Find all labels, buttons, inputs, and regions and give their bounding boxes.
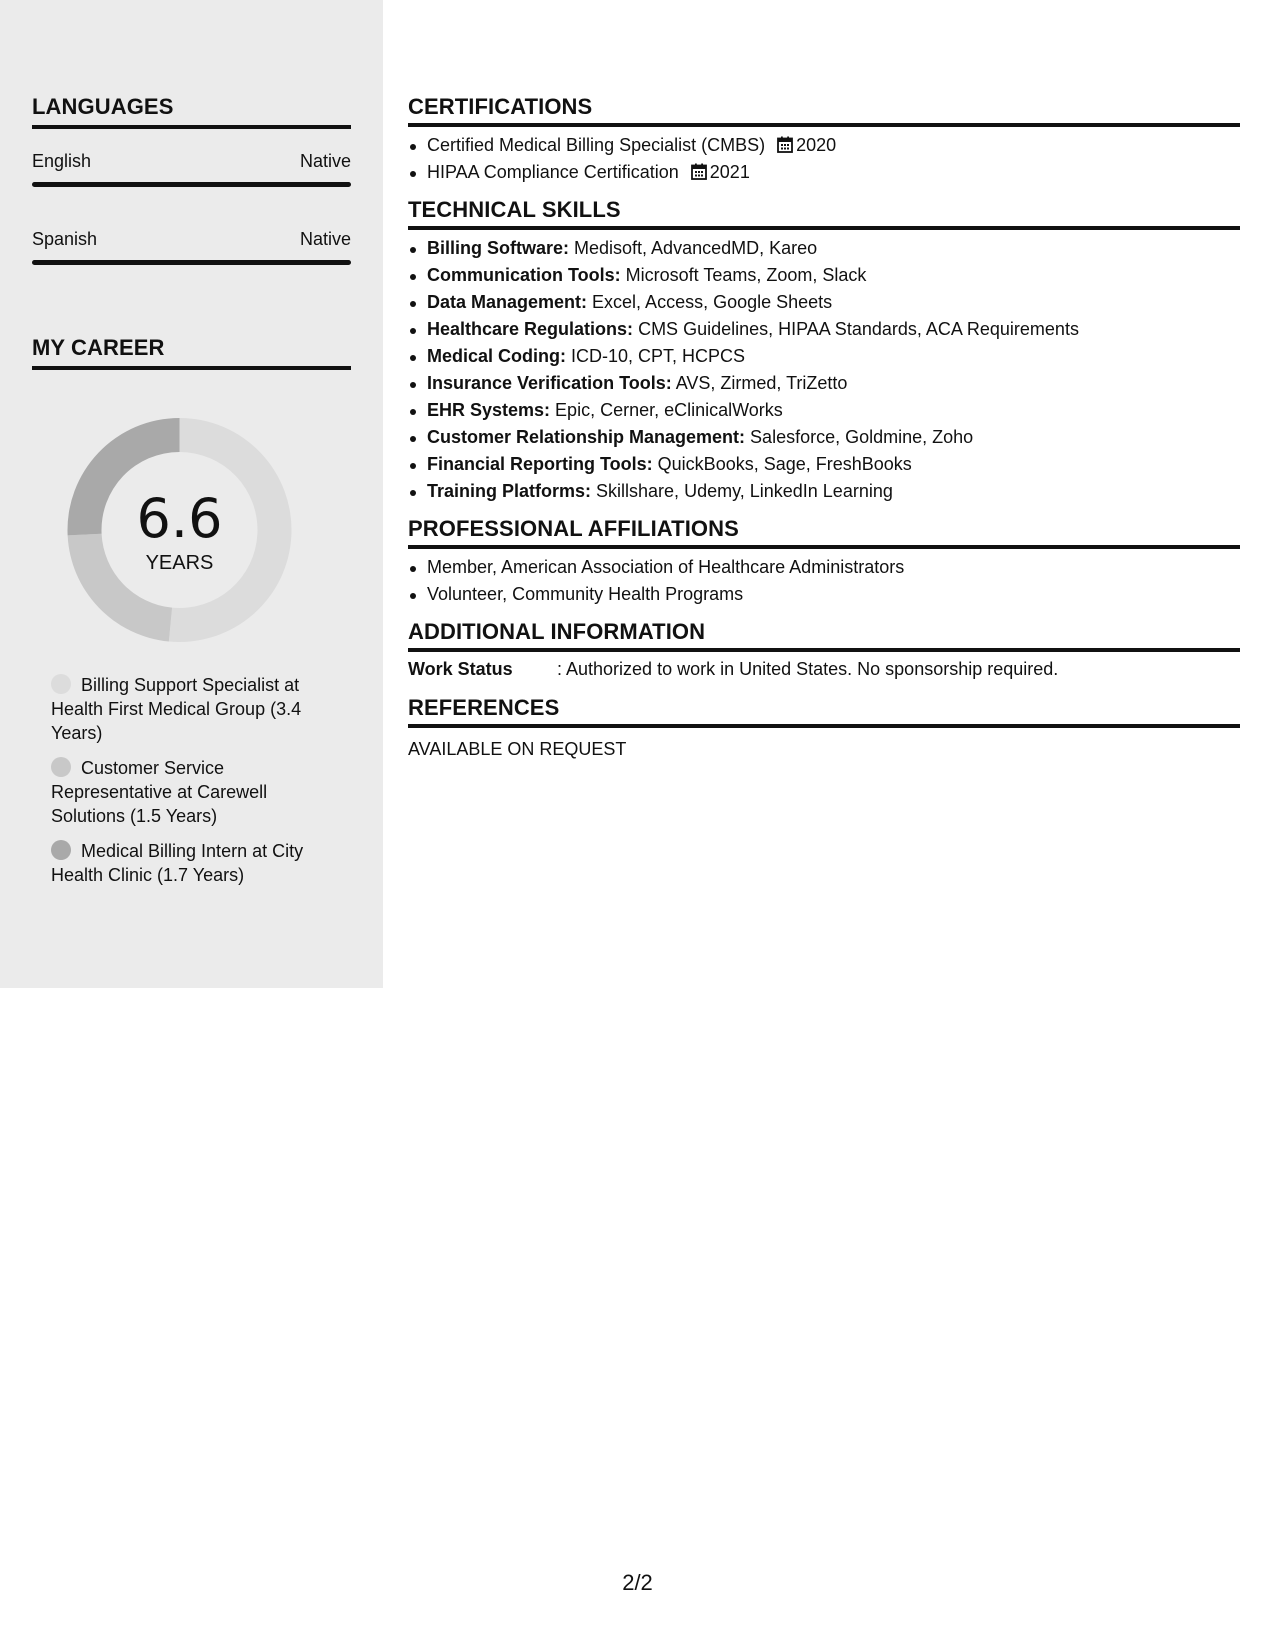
skill-item bbox=[408, 316, 1240, 343]
language-row bbox=[32, 148, 351, 174]
skill-category: Customer Relationship Management: bbox=[427, 427, 746, 447]
career-heading: MY CAREER bbox=[32, 335, 351, 370]
skill-item bbox=[408, 262, 1240, 289]
references-heading: REFERENCES bbox=[408, 695, 1240, 728]
technical-skills-heading: TECHNICAL SKILLS bbox=[408, 197, 1240, 230]
language-item bbox=[32, 148, 351, 187]
skill-values: ICD-10, CPT, HCPCS bbox=[566, 346, 746, 366]
certification-name: HIPAA Compliance Certification bbox=[427, 162, 679, 182]
affiliations-heading: PROFESSIONAL AFFILIATIONS bbox=[408, 516, 1240, 549]
language-proficiency-bar bbox=[32, 260, 351, 265]
skill-item bbox=[408, 397, 1240, 424]
skill-item bbox=[408, 424, 1240, 451]
skill-values: QuickBooks, Sage, FreshBooks bbox=[652, 454, 912, 474]
calendar-icon bbox=[777, 136, 793, 153]
career-job-label: Billing Support Specialist at Health First Medical Group (3.4 Years) bbox=[51, 675, 302, 743]
certification-name: Certified Medical Billing Specialist (CMBS) bbox=[427, 135, 766, 155]
skill-values: AVS, Zirmed, TriZetto bbox=[671, 373, 848, 393]
affiliation-item: Volunteer, Community Health Programs bbox=[408, 581, 1240, 608]
skill-category: Medical Coding: bbox=[427, 346, 566, 366]
skill-values: Medisoft, AdvancedMD, Kareo bbox=[569, 238, 818, 258]
calendar-icon bbox=[691, 163, 707, 180]
skill-values: Excel, Access, Google Sheets bbox=[587, 292, 833, 312]
language-name: Spanish bbox=[32, 229, 98, 249]
legend-dot bbox=[51, 757, 71, 777]
skill-item bbox=[408, 451, 1240, 478]
language-row bbox=[32, 226, 351, 252]
certifications-list bbox=[408, 132, 1240, 186]
language-item bbox=[32, 226, 351, 265]
career-job-label: Medical Billing Intern at City Health Clinic (1.7 Years) bbox=[51, 841, 304, 885]
skill-category: EHR Systems: bbox=[427, 400, 551, 420]
skill-category: Financial Reporting Tools: bbox=[427, 454, 653, 474]
career-job-label: Customer Service Representative at Carewell Solutions (1.5 Years) bbox=[51, 758, 268, 826]
work-status-value: : Authorized to work in United States. No sponsorship required. bbox=[557, 659, 1059, 679]
certifications-heading: CERTIFICATIONS bbox=[408, 94, 1240, 127]
language-level: Native bbox=[299, 151, 351, 171]
career-legend bbox=[51, 673, 331, 898]
skill-category: Data Management: bbox=[427, 292, 588, 312]
references-section bbox=[408, 695, 1240, 762]
skill-category: Insurance Verification Tools: bbox=[427, 373, 672, 393]
skill-category: Healthcare Regulations: bbox=[427, 319, 634, 339]
language-name: English bbox=[32, 151, 92, 171]
work-status-row bbox=[408, 656, 1240, 682]
affiliations-list bbox=[408, 554, 1240, 608]
career-total-unit: YEARS bbox=[145, 552, 214, 574]
skill-category: Communication Tools: bbox=[427, 265, 621, 285]
additional-info-heading: ADDITIONAL INFORMATION bbox=[408, 619, 1240, 652]
certification-item bbox=[408, 132, 1240, 159]
main-column bbox=[408, 0, 1240, 762]
career-section bbox=[32, 335, 351, 370]
affiliations-section bbox=[408, 516, 1240, 608]
skill-category: Training Platforms: bbox=[427, 481, 592, 501]
skill-category: Billing Software: bbox=[427, 238, 570, 258]
career-legend-item bbox=[51, 756, 331, 828]
legend-dot bbox=[51, 840, 71, 860]
additional-info-section bbox=[408, 619, 1240, 682]
work-status-label: Work Status bbox=[408, 659, 513, 679]
career-donut-chart bbox=[32, 410, 327, 650]
certification-year: 2021 bbox=[709, 162, 750, 182]
page-number: 2/2 bbox=[622, 1570, 653, 1595]
skill-item bbox=[408, 343, 1240, 370]
languages-heading: LANGUAGES bbox=[32, 94, 351, 129]
languages-section bbox=[32, 94, 351, 265]
career-legend-item bbox=[51, 839, 331, 887]
sidebar bbox=[0, 0, 383, 988]
skill-item bbox=[408, 235, 1240, 262]
technical-skills-list bbox=[408, 235, 1240, 505]
skill-values: Epic, Cerner, eClinicalWorks bbox=[550, 400, 783, 420]
skill-item bbox=[408, 478, 1240, 505]
technical-skills-section bbox=[408, 197, 1240, 505]
legend-dot bbox=[51, 674, 71, 694]
skill-item bbox=[408, 370, 1240, 397]
certifications-section bbox=[408, 94, 1240, 186]
career-legend-item bbox=[51, 673, 331, 745]
skill-values: Salesforce, Goldmine, Zoho bbox=[745, 427, 974, 447]
skill-values: Microsoft Teams, Zoom, Slack bbox=[620, 265, 867, 285]
language-proficiency-bar bbox=[32, 182, 351, 187]
skill-item bbox=[408, 289, 1240, 316]
language-level: Native bbox=[299, 229, 351, 249]
affiliation-item: Member, American Association of Healthcare Administrators bbox=[408, 554, 1240, 581]
references-text: AVAILABLE ON REQUEST bbox=[408, 739, 627, 759]
certification-item bbox=[408, 159, 1240, 186]
certification-year: 2020 bbox=[796, 135, 837, 155]
skill-values: CMS Guidelines, HIPAA Standards, ACA Requirements bbox=[633, 319, 1079, 339]
skill-values: Skillshare, Udemy, LinkedIn Learning bbox=[591, 481, 893, 501]
career-total-years: 6.6 bbox=[136, 487, 223, 550]
